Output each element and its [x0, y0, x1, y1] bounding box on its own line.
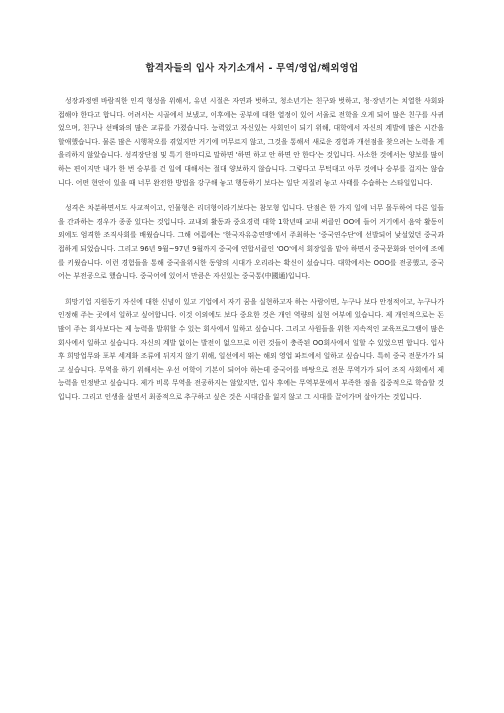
paragraph-growth-and-personality: 성장과정엔 바람직한 인격 형성을 위해서, 유년 시절은 자연과 벗하고, 청소년기는 친구와 벗하고, 청·장년기는 치열한 사회와 접해야 한다고 합니다. 어려서는 시골에서 보냈고, 이후에는 공부에 대한 열정이 있어 서울로 전학을 오게 되어 많은 친구를 사귀었으며, 친구나 선배와의 많은 교류를 가졌습니다. 능력있고 자신있는 사회인이 되기 위해, 대학에서 자신의 계발에 많은 시간을 할애했습니다. 물론 많은 시행착오를 겪었지만 거기에 머무르지 않고, 그것을 통해서 새로운 경험과 개선점을 찾으려는 노력을 게을리하지 않았습니다. 성격장단점 및 특기 한마디로 말하면 '하면 하고 안 하면 안 한다'는 것입니다. 사소한 것에서는 양보를 많이 하는 편이지만 내가 한 번 승부를 건 일에 대해서는 절대 양보하지 않습니다. 그렇다고 무턱대고 아무 것에나 승부를 걸지는 않습니다. 어떤 현안이 있을 때 너무 완전한 방법을 강구해 놓고 행동하기 보다는 일단 저질러 놓고 사태를 수습하는 스타일입니다. — [58, 97, 444, 187]
paragraph-character-and-activities: 성격은 차분하면서도 사교적이고, 인물형은 리더형이라기보다는 참모형 입니다. 단점은 한 가지 일에 너무 몰두하여 다른 일들을 간과하는 경우가 종종 있다는 것입니다. 교내외 활동과 중요경력 대학 1학년때 교내 써클인 OO에 들어 거기에서 음악 활동이외에도 엄격한 조직사회를 배웠습니다. 그해 여름에는 '한국자유총연맹'에서 주최하는 '중국연수단'에 선발되어 낯설었던 중국과 접하게 되었습니다. 그리고 96년 9월~97년 9월까지 중국에 연합서클인 'OO'에서 회장일을 맡아 하면서 중국문화와 언어에 조예를 키웠습니다. 이런 경험들을 통해 중국을위시한 동양의 시대가 오리라는 확신이 섰습니다. 대학에서는 OOO를 전공했고, 중국어는 부전공으로 했습니다. 중국어에 있어서 만큼은 자신있는 중국통(中國通)입니다. — [58, 204, 444, 281]
document-body — [58, 95, 444, 416]
paragraph-motivation-and-aspirations: 희망기업 지원동기 자신에 대한 신념이 있고 기업에서 자기 꿈을 실현하고자 하는 사람이면, 누구나 보다 안정적이고, 누구나가 인정해 주는 곳에서 일하고 싶어합니다. 이것 이외에도 보다 중요한 것은 개인 역량의 실현 여부에 있습니다. 제 개인적으로는 돈 많이 주는 회사보다는 제 능력을 발휘할 수 있는 회사에서 일하고 싶습니다. 그리고 사원들을 위한 지속적인 교육프로그램이 많은 회사에서 일하고 싶습니다. 자신의 계발 없이는 발전이 없으므로 이런 것들이 충족된 OO회사에서 일할 수 있었으면 합니다. 입사후 희망업무와 포부 세계화 조류에 뒤지지 않기 위해, 일선에서 뛰는 해외 영업 파트에서 일하고 싶습니다. 특히 중국 전문가가 되고 싶습니다. 무역을 하기 위해서는 우선 어학이 기본이 되어야 하는데 중국어를 바탕으로 전문 무역가가 되어 조직 사회에서 제 능력을 인정받고 싶습니다. 제가 비록 무역을 전공하지는 않았지만, 입사 후에는 무역부문에서 부족한 점을 집중적으로 학습할 것입니다. 그리고 인생을 살면서 최종적으로 추구하고 싶은 것은 시대감을 잃지 않고 그 시대를 끌어가며 살아가는 것입니다. — [58, 297, 444, 401]
document-title: 합격자들의 입사 자기소개서 - 무역/영업/해외영업 — [145, 63, 359, 74]
